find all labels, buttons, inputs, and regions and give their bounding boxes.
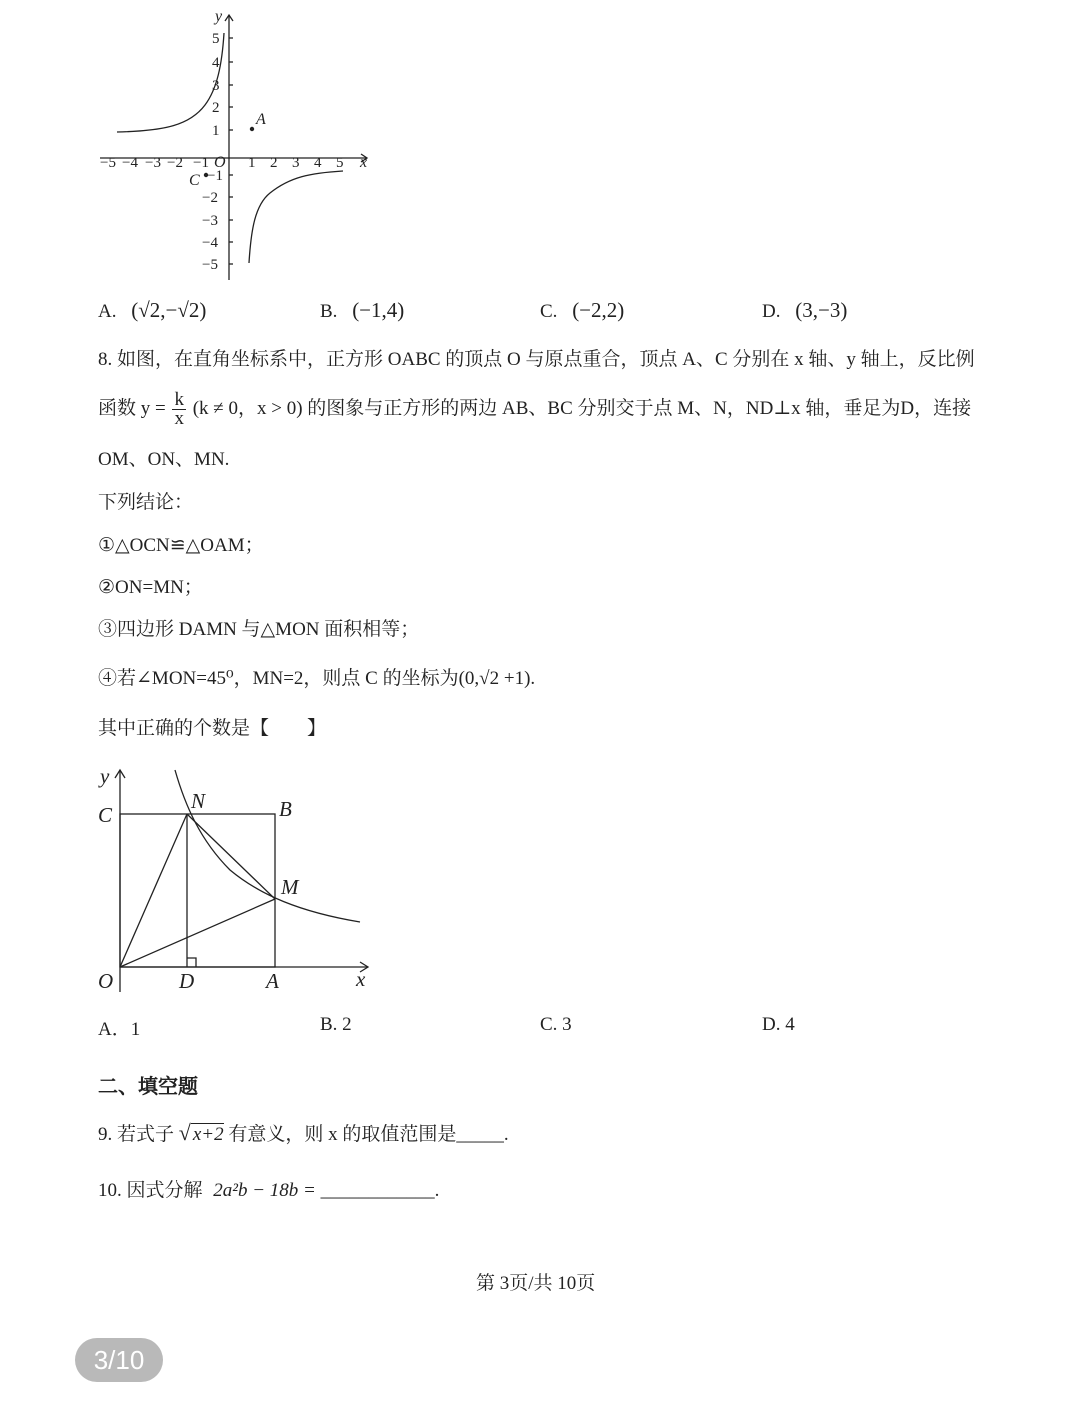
segment-om [120,899,275,967]
q8-line2: 函数 y = $\frac{k}{x}$ (k ≠ 0，x > 0) 的图象与正方形的两边 AB、BC 分别交于点 M、N，ND⊥x 轴，垂足为D，连接 [98,389,972,430]
q8-option-a: A．1 [98,1019,141,1040]
svg-text:−1: −1 [207,168,223,184]
q8-line1: 8. 如图，在直角坐标系中，正方形 OABC 的顶点 O 与原点重合，顶点 A、C 分别在 x 轴、y 轴上，反比例 [98,349,975,370]
segment-mn [187,814,275,899]
graph2-a-label: A [266,969,279,993]
graph2-c-label: C [98,803,113,827]
q8-line3: OM、ON、MN. [98,449,230,470]
q7-option-b: B. (−1,4) [320,298,405,322]
q9: 9. 若式子 √ x+2 有意义，则 x 的取值范围是_____. [98,1120,509,1145]
svg-text:5: 5 [212,31,220,47]
svg-text:−2: −2 [202,190,218,206]
q8-conclusion-2: ②ON=MN； [98,577,203,598]
right-angle-mark [187,958,196,967]
segment-on [120,814,187,967]
svg-text:−4: −4 [122,155,138,171]
q8-option-d: D. 4 [762,1014,795,1035]
svg-text:−3: −3 [202,213,218,229]
svg-text:−3: −3 [145,155,161,171]
svg-text:−5: −5 [100,155,116,171]
page-footer: 第 3页/共 10页 [476,1273,596,1294]
square-oabc [120,814,275,967]
graph2-x-label: x [356,967,366,991]
svg-text:−4: −4 [202,235,218,251]
graph2-b-label: B [279,797,292,821]
svg-text:3: 3 [212,78,220,94]
fraction-k-over-x: $\frac{k}{x}$ [174,389,184,430]
hyperbola-branch-left [117,33,224,132]
section-fill-in-title: 二、填空题 [98,1076,198,1098]
q9-radicand: x+2 [192,1124,224,1145]
graph2-o-label: O [98,969,114,993]
page-indicator-badge[interactable]: 3/10 [75,1338,163,1382]
svg-text:4: 4 [314,155,322,171]
q7-option-c: C. (−2,2) [540,298,625,322]
svg-text:−2: −2 [167,155,183,171]
hyperbola-graph [95,5,385,290]
point-c-label: C [189,172,200,189]
graph2-d-label: D [179,969,195,993]
svg-text:5: 5 [336,155,344,171]
point-a-label: A [256,111,266,128]
q7-option-d: D. (3,−3) [762,298,848,322]
q8-question: 其中正确的个数是【 】 [98,718,327,739]
svg-text:4: 4 [212,55,220,71]
q8-conclusion-1: ①△OCN≌△OAM； [98,535,264,556]
q8-conclusion-3: ③四边形 DAMN 与△MON 面积相等； [98,619,420,640]
q8-option-c: C. 3 [540,1014,572,1035]
q7-option-a: A. (√2,−√2) [98,298,207,322]
svg-text:−5: −5 [202,257,218,273]
q8-conclusion-4: ④若∠MON=45⁰，MN=2，则点 C 的坐标为(0,√2 +1). [98,668,536,689]
q8-option-b: B. 2 [320,1014,352,1035]
q8-conclusions-title: 下列结论： [98,492,194,513]
graph1-x-label: x [360,154,368,171]
svg-text:3: 3 [292,155,300,171]
svg-text:1: 1 [248,155,256,171]
graph1-origin-label: O [214,154,226,171]
graph2-y-label: y [100,764,110,788]
svg-text:2: 2 [212,100,220,116]
graph2-m-label: M [281,875,299,899]
svg-text:2: 2 [270,155,278,171]
svg-text:−1: −1 [193,155,209,171]
svg-text:1: 1 [212,123,220,139]
graph1-y-label: y [215,8,223,25]
hyperbola-branch-right [249,171,343,263]
square-hyperbola-graph [90,760,385,1000]
q10: 10. 因式分解 2a²b − 18b = ____________. [98,1180,440,1201]
point-a [250,127,254,131]
graph2-n-label: N [191,789,206,813]
